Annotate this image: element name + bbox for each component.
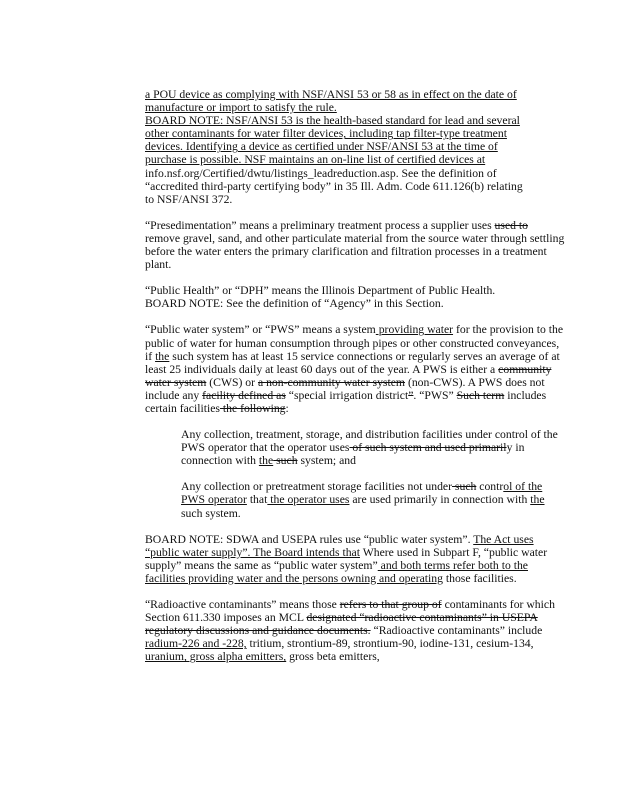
document-page <box>145 88 565 663</box>
line: other contaminants for water filter devices, including tap filter-type treatment <box>145 127 507 141</box>
line: purchase is possible. NSF maintains an on-line list of certified devices at <box>145 153 486 167</box>
line: info.nsf.org/Certified/dwtu/listings_leadreduction.asp. See the definition of <box>145 166 497 180</box>
line: a POU device as complying with NSF/ANSI 53 or 58 as in effect on the date of <box>145 88 517 101</box>
pou-device-paragraph <box>145 88 565 206</box>
radioactive-contaminants-definition: “Radioactive contaminants” means those refers to that group of contaminants for which Section 611.330 imposes an MCL designated “radioactive contaminants” in USEPA regulatory discussions and guidance documents. “Radioactive contaminants” include radium-226 and -228, tritium, strontium-89, strontium-90, iodine-131, cesium-134, uranium, gross alpha emitters, gross beta emitters, <box>145 598 555 664</box>
line: BOARD NOTE: NSF/ANSI 53 is the health-based standard for lead and several <box>145 114 520 128</box>
line: “accredited third-party certifying body” in 35 Ill. Adm. Code 611.126(b) relating <box>145 179 523 193</box>
pws-facilities-item-1: Any collection, treatment, storage, and distribution facilities under control of the PWS operator that the operator uses of such system and used primarily in connection with the such system; and <box>181 428 558 468</box>
line: manufacture or import to satisfy the rule. <box>145 101 337 115</box>
line: devices. Identifying a device as certified under NSF/ANSI 53 at the time of <box>145 140 498 154</box>
presedimentation-definition: “Presedimentation” means a preliminary treatment process a supplier uses used to remove gravel, sand, and other particulate material from the source water through settling before the water enters the primary clarification and filtration processes in a treatment plant. <box>145 218 565 272</box>
public-health-definition: “Public Health” or “DPH” means the Illinois Department of Public Health. BOARD NOTE: See the definition of “Agency” in this Section. <box>145 284 496 311</box>
board-note-public-water-supply: BOARD NOTE: SDWA and USEPA rules use “public water system”. The Act uses “public water supply”. The Board intends that Where used in Subpart F, “public water supply” means the same as “public water system” and both terms refer both to the facilities providing water and the persons owning and operating those facilities. <box>145 532 548 585</box>
public-water-system-definition: “Public water system” or “PWS” means a system providing water for the provision to the public of water for human consumption through pipes or other constructed conveyances, if the such system has at least 15 service connections or regularly serves an average of at least 25 individuals daily at least 60 days out of the year. A PWS is either a community water system (CWS) or a non-community water system (non-CWS). A PWS does not include any facility defined as “special irrigation district”. “PWS” Such term includes certain facilities the following: <box>145 323 564 415</box>
pws-facilities-item-2: Any collection or pretreatment storage facilities not under such control of the PWS operator that the operator uses are used primarily in connection with the such system. <box>181 480 545 520</box>
line: to NSF/ANSI 372. <box>145 192 233 206</box>
